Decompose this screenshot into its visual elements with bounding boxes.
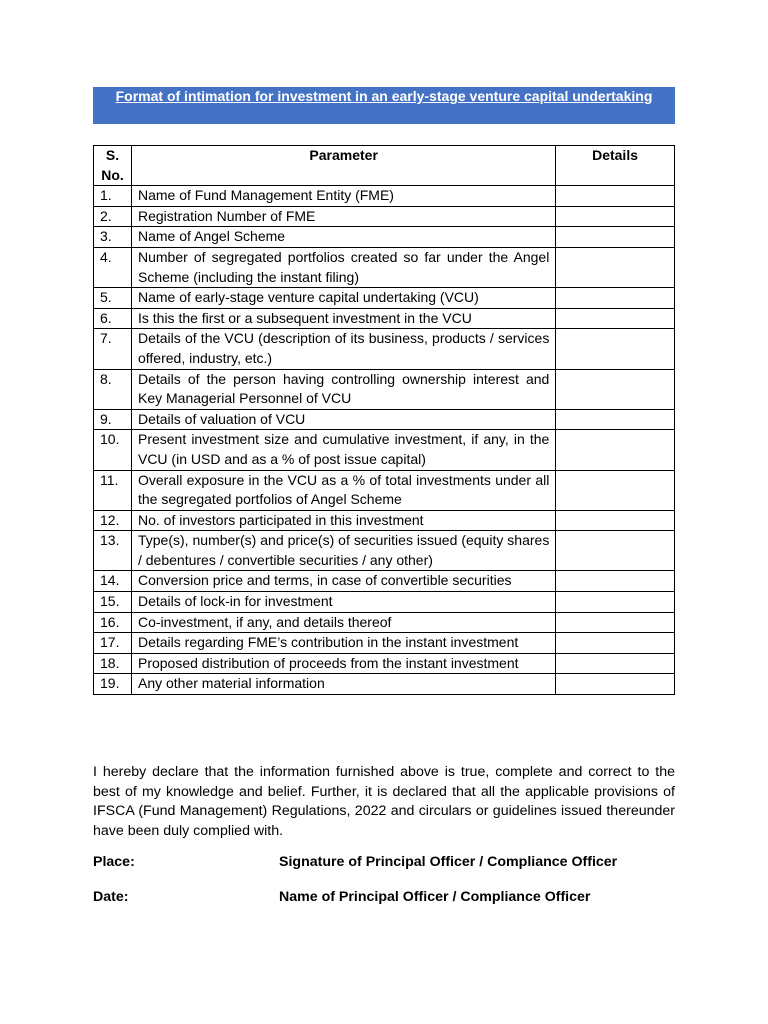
row-details	[556, 430, 675, 470]
table-row	[94, 288, 675, 309]
row-details	[556, 288, 675, 309]
row-sno: 5.	[94, 288, 132, 309]
row-parameter: Co-investment, if any, and details thereof	[131, 612, 555, 633]
table-row	[94, 186, 675, 207]
table-row	[94, 510, 675, 531]
row-parameter: Overall exposure in the VCU as a % of total investments under all the segregated portfolios of Angel Scheme	[131, 470, 555, 510]
row-details	[556, 247, 675, 287]
table-row	[94, 430, 675, 470]
table-row	[94, 308, 675, 329]
table-row	[94, 571, 675, 592]
row-details	[556, 531, 675, 571]
officer-name-label: Name of Principal Officer / Compliance Officer	[279, 889, 591, 905]
row-sno: 14.	[94, 571, 132, 592]
row-details	[556, 227, 675, 248]
form-title: Format of intimation for investment in an early-stage venture capital undertaking	[115, 88, 653, 104]
row-details	[556, 674, 675, 695]
table-row	[94, 409, 675, 430]
row-sno: 1.	[94, 186, 132, 207]
row-details	[556, 612, 675, 633]
form-title-banner	[93, 87, 675, 124]
parameters-table	[93, 145, 675, 695]
row-parameter: No. of investors participated in this investment	[131, 510, 555, 531]
row-sno: 2.	[94, 206, 132, 227]
table-row	[94, 653, 675, 674]
date-label: Date:	[93, 889, 129, 905]
row-parameter: Conversion price and terms, in case of convertible securities	[131, 571, 555, 592]
table-row	[94, 633, 675, 654]
row-parameter: Proposed distribution of proceeds from the instant investment	[131, 653, 555, 674]
row-details	[556, 571, 675, 592]
row-details	[556, 653, 675, 674]
row-parameter: Type(s), number(s) and price(s) of securities issued (equity shares / debentures / convertible securities / any other)	[131, 531, 555, 571]
row-parameter: Name of Angel Scheme	[131, 227, 555, 248]
row-details	[556, 308, 675, 329]
table-header-row	[94, 146, 675, 186]
row-sno: 11.	[94, 470, 132, 510]
row-sno: 15.	[94, 592, 132, 613]
table-row	[94, 247, 675, 287]
row-sno: 19.	[94, 674, 132, 695]
row-parameter: Name of early-stage venture capital undertaking (VCU)	[131, 288, 555, 309]
row-sno: 10.	[94, 430, 132, 470]
row-details	[556, 329, 675, 369]
header-parameter: Parameter	[131, 146, 555, 186]
row-parameter: Details of the VCU (description of its business, products / services offered, industry, etc.)	[131, 329, 555, 369]
row-sno: 9.	[94, 409, 132, 430]
place-label: Place:	[93, 854, 135, 870]
row-parameter: Details regarding FME’s contribution in the instant investment	[131, 633, 555, 654]
row-sno: 3.	[94, 227, 132, 248]
row-parameter: Registration Number of FME	[131, 206, 555, 227]
table-row	[94, 329, 675, 369]
table-row	[94, 592, 675, 613]
table-row	[94, 206, 675, 227]
row-parameter: Is this the first or a subsequent investment in the VCU	[131, 308, 555, 329]
row-sno: 13.	[94, 531, 132, 571]
table-row	[94, 531, 675, 571]
row-details	[556, 409, 675, 430]
row-sno: 8.	[94, 369, 132, 409]
header-sno: S. No.	[94, 146, 132, 186]
row-details	[556, 592, 675, 613]
row-parameter: Number of segregated portfolios created so far under the Angel Scheme (including the instant filing)	[131, 247, 555, 287]
table-row	[94, 369, 675, 409]
row-parameter: Details of lock-in for investment	[131, 592, 555, 613]
header-details: Details	[556, 146, 675, 186]
row-sno: 16.	[94, 612, 132, 633]
table-row	[94, 674, 675, 695]
row-details	[556, 186, 675, 207]
row-sno: 12.	[94, 510, 132, 531]
row-parameter: Name of Fund Management Entity (FME)	[131, 186, 555, 207]
row-parameter: Present investment size and cumulative investment, if any, in the VCU (in USD and as a % of post issue capital)	[131, 430, 555, 470]
row-parameter: Details of the person having controlling ownership interest and Key Managerial Personnel of VCU	[131, 369, 555, 409]
row-details	[556, 633, 675, 654]
row-parameter: Any other material information	[131, 674, 555, 695]
row-sno: 17.	[94, 633, 132, 654]
row-sno: 6.	[94, 308, 132, 329]
row-sno: 4.	[94, 247, 132, 287]
row-sno: 7.	[94, 329, 132, 369]
signature-label: Signature of Principal Officer / Compliance Officer	[279, 854, 618, 870]
table-row	[94, 470, 675, 510]
row-details	[556, 369, 675, 409]
row-sno: 18.	[94, 653, 132, 674]
table-row	[94, 612, 675, 633]
table-row	[94, 227, 675, 248]
row-details	[556, 510, 675, 531]
row-details	[556, 470, 675, 510]
declaration-text: I hereby declare that the information furnished above is true, complete and correct to the best of my knowledge and belief. Further, it is declared that all the applicable provisions of IFSCA (Fund Management) Regulations, 2022 and circulars or guidelines issued thereunder have been duly complied with.	[93, 764, 675, 839]
table-body	[94, 186, 675, 695]
row-parameter: Details of valuation of VCU	[131, 409, 555, 430]
row-details	[556, 206, 675, 227]
